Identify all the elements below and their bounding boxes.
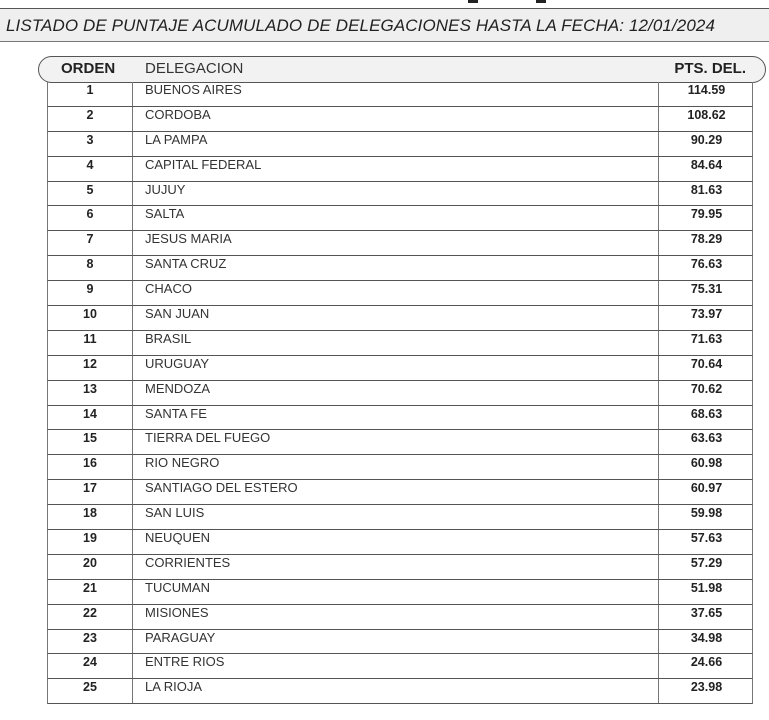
cell-pts: 81.63: [658, 182, 754, 206]
table-row: [47, 306, 753, 331]
table-row: [47, 630, 753, 655]
cell-delegacion: TUCUMAN: [145, 579, 210, 595]
cell-delegacion: URUGUAY: [145, 355, 210, 371]
cell-orden: 13: [48, 381, 133, 405]
cell-delegacion: BUENOS AIRES: [145, 82, 242, 97]
cell-pts: 60.98: [658, 455, 754, 479]
cell-pts: 90.29: [658, 132, 754, 156]
cell-orden: 4: [48, 157, 133, 181]
cell-orden: 24: [48, 654, 133, 678]
cell-orden: 10: [48, 306, 133, 330]
cell-orden: 19: [48, 530, 133, 554]
header-delegacion: DELEGACION: [145, 60, 244, 77]
table-row: [47, 679, 753, 704]
table-row: [47, 206, 753, 231]
page-title: LISTADO DE PUNTAJE ACUMULADO DE DELEGACIONES HASTA LA FECHA: 12/01/2024: [6, 16, 716, 35]
cell-orden: 22: [48, 605, 133, 629]
top-decoration-left: [468, 0, 478, 3]
cell-delegacion: BRASIL: [145, 330, 192, 346]
cell-delegacion: ENTRE RIOS: [145, 654, 225, 670]
cell-delegacion: SALTA: [145, 206, 185, 222]
cell-pts: 57.29: [658, 555, 754, 579]
cell-pts: 68.63: [658, 406, 754, 430]
cell-orden: 2: [48, 107, 133, 131]
table-row: [47, 480, 753, 505]
cell-pts: 63.63: [658, 430, 754, 454]
header-pts: PTS. DEL.: [674, 60, 746, 77]
cell-orden: 18: [48, 505, 133, 529]
cell-pts: 108.62: [658, 107, 754, 131]
table-row: [47, 182, 753, 207]
cell-delegacion: TIERRA DEL FUEGO: [145, 430, 271, 446]
table-row: [47, 580, 753, 605]
cell-delegacion: LA PAMPA: [145, 131, 208, 147]
table-row: [47, 530, 753, 555]
cell-orden: 5: [48, 182, 133, 206]
cell-delegacion: SAN LUIS: [145, 505, 205, 521]
table-row: [47, 381, 753, 406]
cell-delegacion: CORDOBA: [145, 106, 211, 122]
cell-orden: 21: [48, 580, 133, 604]
cell-delegacion: CORRIENTES: [145, 554, 231, 570]
cell-delegacion: LA RIOJA: [145, 679, 203, 695]
table-row: [47, 356, 753, 381]
cell-pts: 70.64: [658, 356, 754, 380]
cell-delegacion: JESUS MARIA: [145, 231, 232, 247]
cell-pts: 59.98: [658, 505, 754, 529]
cell-orden: 14: [48, 406, 133, 430]
cell-pts: 84.64: [658, 157, 754, 181]
cell-delegacion: SANTA CRUZ: [145, 256, 227, 272]
standings-table: [47, 82, 753, 704]
cell-pts: 71.63: [658, 331, 754, 355]
cell-orden: 15: [48, 430, 133, 454]
cell-pts: 23.98: [658, 679, 754, 703]
cell-delegacion: RIO NEGRO: [145, 455, 220, 471]
cell-delegacion: NEUQUEN: [145, 530, 211, 546]
cell-delegacion: CHACO: [145, 281, 192, 297]
cell-delegacion: PARAGUAY: [145, 629, 216, 645]
table-row: [47, 132, 753, 157]
cell-orden: 9: [48, 281, 133, 305]
table-row: [47, 331, 753, 356]
table-row: [47, 455, 753, 480]
cell-orden: 25: [48, 679, 133, 703]
cell-pts: 78.29: [658, 231, 754, 255]
cell-pts: 79.95: [658, 206, 754, 230]
cell-pts: 34.98: [658, 630, 754, 654]
cell-orden: 23: [48, 630, 133, 654]
table-row: [47, 505, 753, 530]
cell-delegacion: CAPITAL FEDERAL: [145, 156, 262, 172]
table-row: [47, 82, 753, 107]
cell-delegacion: SAN JUAN: [145, 306, 210, 322]
cell-orden: 3: [48, 132, 133, 156]
cell-orden: 12: [48, 356, 133, 380]
table-row: [47, 654, 753, 679]
cell-pts: 24.66: [658, 654, 754, 678]
table-row: [47, 231, 753, 256]
table-row: [47, 555, 753, 580]
cell-pts: 60.97: [658, 480, 754, 504]
table-row: [47, 406, 753, 431]
table-row: [47, 157, 753, 182]
cell-orden: 20: [48, 555, 133, 579]
title-bar: [0, 8, 769, 42]
cell-orden: 16: [48, 455, 133, 479]
cell-orden: 11: [48, 331, 133, 355]
table-row: [47, 430, 753, 455]
cell-pts: 70.62: [658, 381, 754, 405]
cell-delegacion: SANTA FE: [145, 405, 207, 421]
cell-pts: 37.65: [658, 605, 754, 629]
cell-pts: 73.97: [658, 306, 754, 330]
table-row: [47, 256, 753, 281]
cell-orden: 1: [48, 82, 133, 106]
cell-orden: 6: [48, 206, 133, 230]
header-orden: ORDEN: [61, 60, 116, 77]
cell-pts: 57.63: [658, 530, 754, 554]
table-row: [47, 107, 753, 132]
table-row: [47, 605, 753, 630]
cell-delegacion: MENDOZA: [145, 380, 210, 396]
cell-delegacion: MISIONES: [145, 604, 209, 620]
cell-orden: 17: [48, 480, 133, 504]
cell-pts: 75.31: [658, 281, 754, 305]
table-row: [47, 281, 753, 306]
cell-pts: 51.98: [658, 580, 754, 604]
cell-delegacion: SANTIAGO DEL ESTERO: [145, 480, 298, 496]
top-decoration-right: [536, 0, 546, 3]
cell-pts: 114.59: [658, 82, 754, 106]
cell-pts: 76.63: [658, 256, 754, 280]
cell-orden: 7: [48, 231, 133, 255]
table-header: [38, 56, 766, 83]
cell-delegacion: JUJUY: [145, 181, 186, 197]
cell-orden: 8: [48, 256, 133, 280]
